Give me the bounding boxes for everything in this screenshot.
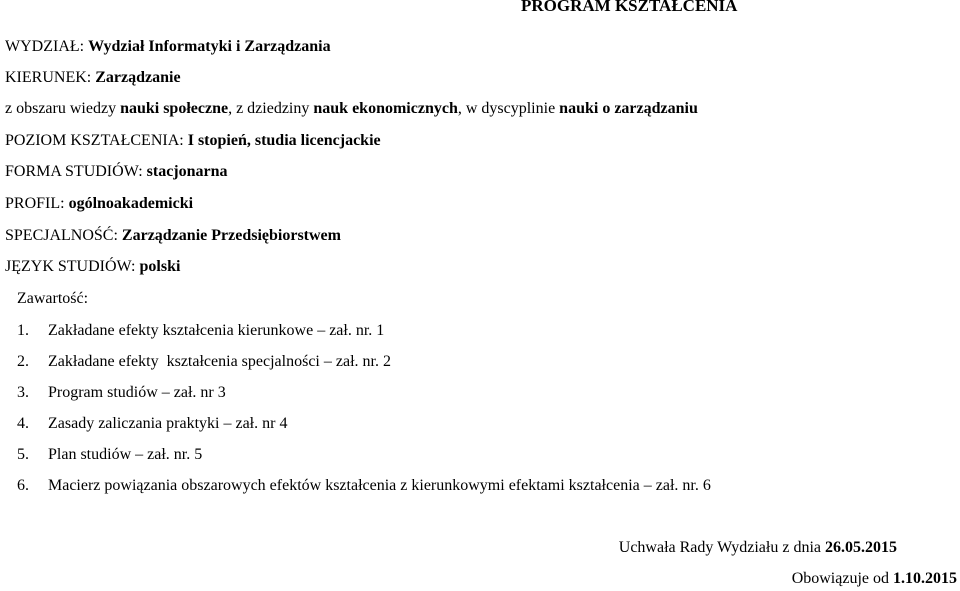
contents-item-number: 3. xyxy=(17,384,29,401)
field-specjalnosc xyxy=(5,226,341,246)
field-label: JĘZYK STUDIÓW: xyxy=(5,258,136,275)
field-label: FORMA STUDIÓW: xyxy=(5,163,143,180)
contents-item-text: Plan studiów – zał. nr. 5 xyxy=(48,446,203,463)
field-value: Zarządzanie Przedsiębiorstwem xyxy=(121,227,341,244)
field-label: PROFIL: xyxy=(5,195,65,212)
obszar-bold: nauk ekonomicznych xyxy=(313,100,458,117)
contents-item-number: 6. xyxy=(17,477,29,494)
contents-item-text: Macierz powiązania obszarowych efektów kształcenia z kierunkowymi efektami kształcenia – zał. nr. 6 xyxy=(48,477,711,494)
field-value: Wydział Informatyki i Zarządzania xyxy=(88,38,331,55)
obszar-text: z obszaru wiedzy xyxy=(5,100,117,117)
resolution-date: 26.05.2015 xyxy=(825,539,897,556)
field-kierunek xyxy=(5,68,181,88)
field-poziom xyxy=(5,131,381,151)
contents-heading: Zawartość: xyxy=(17,290,89,307)
contents-item-number: 5. xyxy=(17,446,29,463)
contents-item xyxy=(17,321,384,341)
obszar-text: , w dyscyplinie xyxy=(457,100,556,117)
contents-item xyxy=(17,445,202,465)
contents-item-number: 2. xyxy=(17,353,29,370)
field-value: I stopień, studia licencjackie xyxy=(187,132,381,149)
field-value: polski xyxy=(139,258,181,275)
contents-item-number: 4. xyxy=(17,415,29,432)
field-forma xyxy=(5,162,228,182)
resolution-note xyxy=(619,538,897,558)
field-jezyk xyxy=(5,257,180,277)
field-profil xyxy=(5,194,193,214)
contents-item xyxy=(17,352,391,372)
document-title: PROGRAM KSZTAŁCENIA xyxy=(521,0,738,15)
obszar-bold: nauki o zarządzaniu xyxy=(559,100,698,117)
field-value: ogólnoakademicki xyxy=(68,195,194,212)
resolution-label: Uchwała Rady Wydziału z dnia xyxy=(618,539,821,556)
obszar-text: , z dziedziny xyxy=(228,100,310,117)
contents-item xyxy=(17,383,226,403)
contents-item-text: Zakładane efekty kształcenia specjalności – zał. nr. 2 xyxy=(48,353,391,370)
field-wydzial xyxy=(5,37,331,57)
contents-item-text: Zasady zaliczania praktyki – zał. nr 4 xyxy=(48,415,288,432)
field-label: POZIOM KSZTAŁCENIA: xyxy=(5,132,184,149)
field-label: KIERUNEK: xyxy=(5,69,92,86)
effective-label: Obowiązuje od xyxy=(791,570,889,587)
effective-note xyxy=(792,569,957,589)
effective-date: 1.10.2015 xyxy=(893,570,957,587)
obszar-bold: nauki społeczne xyxy=(120,100,229,117)
contents-item xyxy=(17,476,711,496)
contents-item xyxy=(17,414,287,434)
field-value: Zarządzanie xyxy=(95,69,181,86)
field-label: SPECJALNOŚĆ: xyxy=(5,227,118,244)
contents-item-number: 1. xyxy=(17,322,29,339)
contents-item-text: Program studiów – zał. nr 3 xyxy=(48,384,226,401)
contents-item-text: Zakładane efekty kształcenia kierunkowe – zał. nr. 1 xyxy=(48,322,385,339)
field-label: WYDZIAŁ: xyxy=(5,38,85,55)
field-value: stacjonarna xyxy=(146,163,228,180)
field-obszar xyxy=(5,99,698,119)
